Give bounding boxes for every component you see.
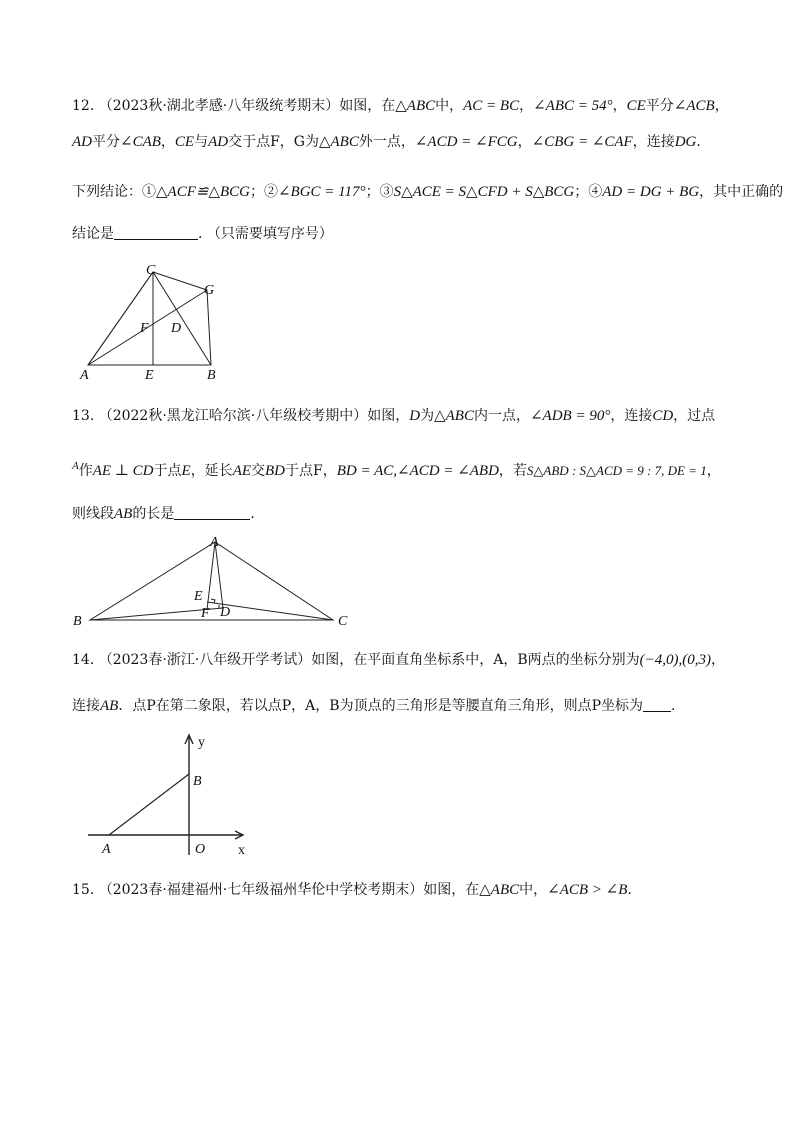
q14-segment-AB bbox=[109, 774, 189, 835]
q12-figure bbox=[78, 260, 238, 383]
q13-label-C: C bbox=[338, 614, 348, 629]
q12-label-C: C bbox=[146, 263, 156, 278]
q12-segment-AC bbox=[88, 272, 153, 365]
q13-figure bbox=[70, 532, 360, 632]
q13-label-E: E bbox=[194, 589, 203, 604]
q14-label-B: B bbox=[193, 774, 202, 789]
q14-label-A: A bbox=[102, 842, 111, 857]
q12-line-2: AD平分∠CAB，CE与AD交于点F，G为△ABC外一点，∠ACD = ∠FCG，∠CBG = ∠CAF，连接DG. bbox=[72, 134, 701, 150]
q13-triangle-ABC bbox=[90, 542, 333, 620]
answer-blank bbox=[114, 225, 198, 240]
q12-label-G: G bbox=[204, 283, 215, 298]
q13-label-B: B bbox=[73, 614, 82, 629]
q12-label-E: E bbox=[145, 368, 154, 383]
q14-line-1: 14. （2023春·浙江·八年级开学考试）如图，在平面直角坐标系中，A，B两点的坐标分别为(−4,0),(0,3)， bbox=[72, 652, 725, 668]
q13-line-1: 13. （2022秋·黑龙江哈尔滨·八年级校考期中）如图，D为△ABC内一点，∠ADB = 90°，连接CD，过点 bbox=[72, 408, 716, 424]
answer-blank bbox=[174, 505, 250, 520]
answer-blank bbox=[643, 697, 671, 712]
q13-label-D: D bbox=[220, 605, 231, 620]
q14-label-x: x bbox=[238, 843, 245, 858]
q13-label-F: F bbox=[201, 606, 210, 621]
q12-line-1: 12. （2023秋·湖北孝感·八年级统考期末）如图，在△ABC中，AC = BC，∠ABC = 54°，CE平分∠ACB， bbox=[72, 98, 729, 114]
q14-label-O: O bbox=[195, 842, 206, 857]
q14-label-y: y bbox=[198, 735, 205, 750]
q15-line-1: 15. （2023春·福建福州·七年级福州华伦中学校考期末）如图，在△ABC中，∠ACB > ∠B. bbox=[72, 882, 632, 898]
q12-quadrilateral-outline bbox=[88, 272, 211, 365]
q13-line-3: 则线段AB的长是 . bbox=[72, 506, 255, 522]
q13-line-2: $^A$作AE ⊥ CD于点E，延长AE交BD于点F，BD = AC,∠ACD = ∠ABD，若S△ABD : S△ACD = 9 : 7, DE = 1， bbox=[72, 460, 721, 479]
q12-label-F: F bbox=[140, 321, 149, 336]
q12-line-3: 下列结论：①△ACF≌△BCG；②∠BGC = 117°；③S△ACE = S△CFD + S△BCG；④AD = DG + BG，其中正确的 bbox=[72, 184, 784, 200]
q14-figure bbox=[80, 730, 260, 860]
q12-label-D: D bbox=[171, 321, 182, 336]
q12-line-4: 结论是 . （只需要填写序号） bbox=[72, 226, 333, 242]
q12-label-B: B bbox=[207, 368, 216, 383]
q12-label-A: A bbox=[80, 368, 89, 383]
q13-segment-AD bbox=[215, 542, 223, 608]
q13-label-A: A bbox=[210, 535, 219, 550]
q14-line-2: 连接AB．点P在第二象限，若以点P，A，B为顶点的三角形是等腰直角三角形，则点P坐标为 . bbox=[72, 698, 676, 714]
